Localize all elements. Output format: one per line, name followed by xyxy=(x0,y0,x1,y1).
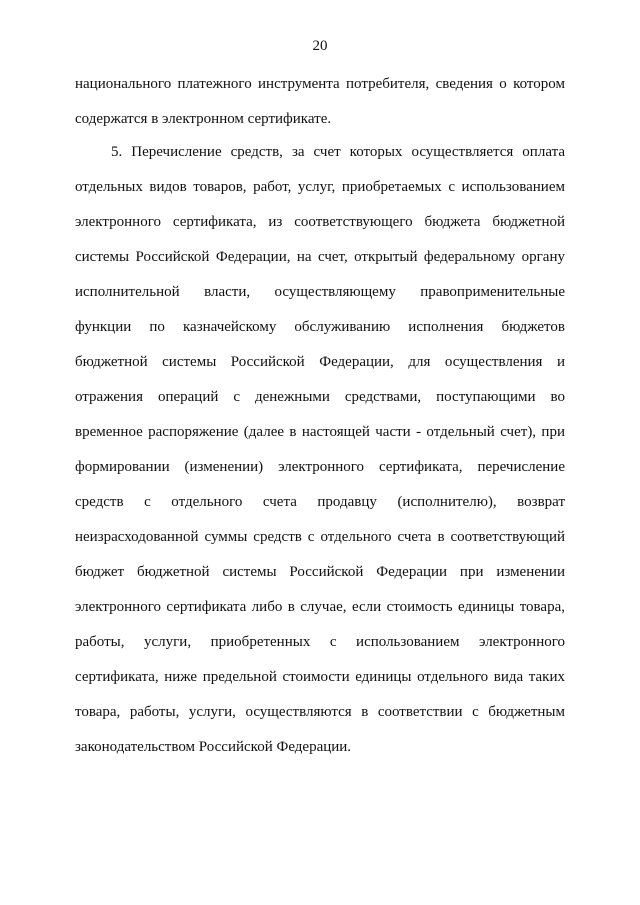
intro-paragraph xyxy=(75,67,565,137)
text-line: функции по казначейскому обслуживанию исполнения бюджетов xyxy=(75,319,565,335)
text-line: работы, услуги, приобретенных с использованием электронного xyxy=(75,634,565,650)
text-line: отдельных видов товаров, работ, услуг, приобретаемых с использованием xyxy=(75,179,565,195)
text-line: формировании (изменении) электронного сертификата, перечисление xyxy=(75,459,565,475)
text-line: сертификата, ниже предельной стоимости единицы отдельного вида таких xyxy=(75,669,565,685)
text-line: системы Российской Федерации, на счет, открытый федеральному органу xyxy=(75,249,565,265)
text-line: товара, работы, услуги, осуществляются в соответствии с бюджетным xyxy=(75,704,565,720)
paragraph-5 xyxy=(75,135,565,765)
text-line: временное распоряжение (далее в настоящей части - отдельный счет), при xyxy=(75,424,565,440)
text-line: содержатся в электронном сертификате. xyxy=(75,111,332,127)
text-line: электронного сертификата, из соответствующего бюджета бюджетной xyxy=(75,214,565,230)
text-line: отражения операций с денежными средствами, поступающими во xyxy=(75,389,565,405)
text-line: бюджетной системы Российской Федерации, для осуществления и xyxy=(75,354,565,370)
text-line: 5. Перечисление средств, за счет которых осуществляется оплата xyxy=(111,144,565,160)
text-line: бюджет бюджетной системы Российской Федерации при изменении xyxy=(75,564,565,580)
text-line: национального платежного инструмента потребителя, сведения о котором xyxy=(75,76,565,92)
text-line: средств с отдельного счета продавцу (исполнителю), возврат xyxy=(75,494,565,510)
text-line: неизрасходованной суммы средств с отдельного счета в соответствующий xyxy=(75,529,565,545)
text-line: законодательством Российской Федерации. xyxy=(75,739,352,755)
page-number: 20 xyxy=(312,38,328,54)
text-line: электронного сертификата либо в случае, если стоимость единицы товара, xyxy=(75,599,565,615)
text-line: исполнительной власти, осуществляющему правоприменительные xyxy=(75,284,565,300)
